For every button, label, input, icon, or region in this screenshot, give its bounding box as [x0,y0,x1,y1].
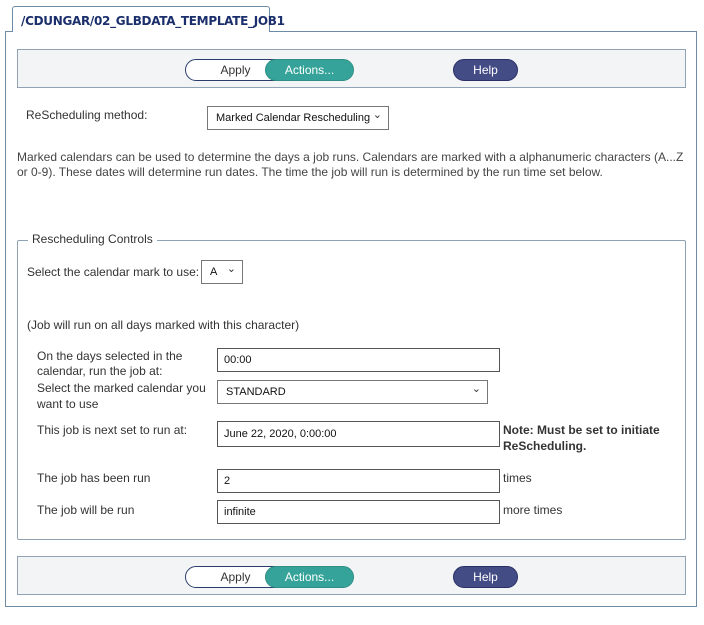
will-run-suffix: more times [503,503,563,517]
will-run-input[interactable] [217,500,500,524]
chevron-down-icon: ⌄ [471,383,481,395]
has-run-suffix: times [503,471,532,485]
run-at-label-line2: calendar, run the job at: [37,364,163,378]
help-button[interactable]: Help [453,566,518,588]
marked-calendar-value: STANDARD [226,386,286,398]
main-panel [5,31,697,607]
description-text: Marked calendars can be used to determine the days a job runs. Calendars are marked with a alphanumeric characters (A...Z or 0-9). These dates will determine run dates. The time the job will run is determined by the run time set below. [17,150,684,179]
rescheduling-controls-legend: Rescheduling Controls [28,232,157,246]
bottom-toolbar [17,556,686,595]
calendar-mark-select[interactable] [201,260,243,284]
chevron-down-icon: ⌄ [226,263,236,275]
marked-calendar-label-line1: Select the marked calendar you [37,381,206,395]
calendar-mark-hint: (Job will run on all days marked with this character) [27,318,300,332]
run-time-value: 00:00 [224,354,252,366]
note-line2: ReScheduling. [503,439,587,453]
next-run-input[interactable] [217,421,500,447]
marked-calendar-label-line2: want to use [37,397,99,411]
has-run-input[interactable] [217,469,500,493]
will-run-value: infinite [224,506,256,518]
run-at-label-line1: On the days selected in the [37,349,183,363]
rescheduling-method-label: ReScheduling method: [26,108,148,122]
has-run-label: The job has been run [37,471,151,485]
top-toolbar [17,49,686,88]
run-time-input[interactable] [217,348,500,372]
rescheduling-method-value: Marked Calendar Rescheduling [216,112,371,124]
rescheduling-method-select[interactable] [207,106,389,130]
apply-button[interactable]: Apply [185,59,286,81]
calendar-mark-value: A [210,266,218,278]
actions-button[interactable]: Actions... [265,59,354,81]
actions-button[interactable]: Actions... [265,566,354,588]
marked-calendar-select[interactable] [217,380,488,404]
next-run-value: June 22, 2020, 0:00:00 [224,428,337,440]
note-line1: Note: Must be set to initiate [503,423,660,437]
job-tab-title: /CDUNGAR/02_GLBDATA_TEMPLATE_JOB1 [21,14,285,28]
calendar-mark-label: Select the calendar mark to use: [27,265,200,279]
help-button[interactable]: Help [453,59,518,81]
chevron-down-icon: ⌄ [372,109,382,121]
job-tab[interactable] [12,6,285,32]
will-run-label: The job will be run [37,503,135,517]
rescheduling-controls-group [17,232,686,540]
apply-button[interactable]: Apply [185,566,286,588]
next-run-label: This job is next set to run at: [37,423,188,437]
has-run-value: 2 [224,475,231,487]
